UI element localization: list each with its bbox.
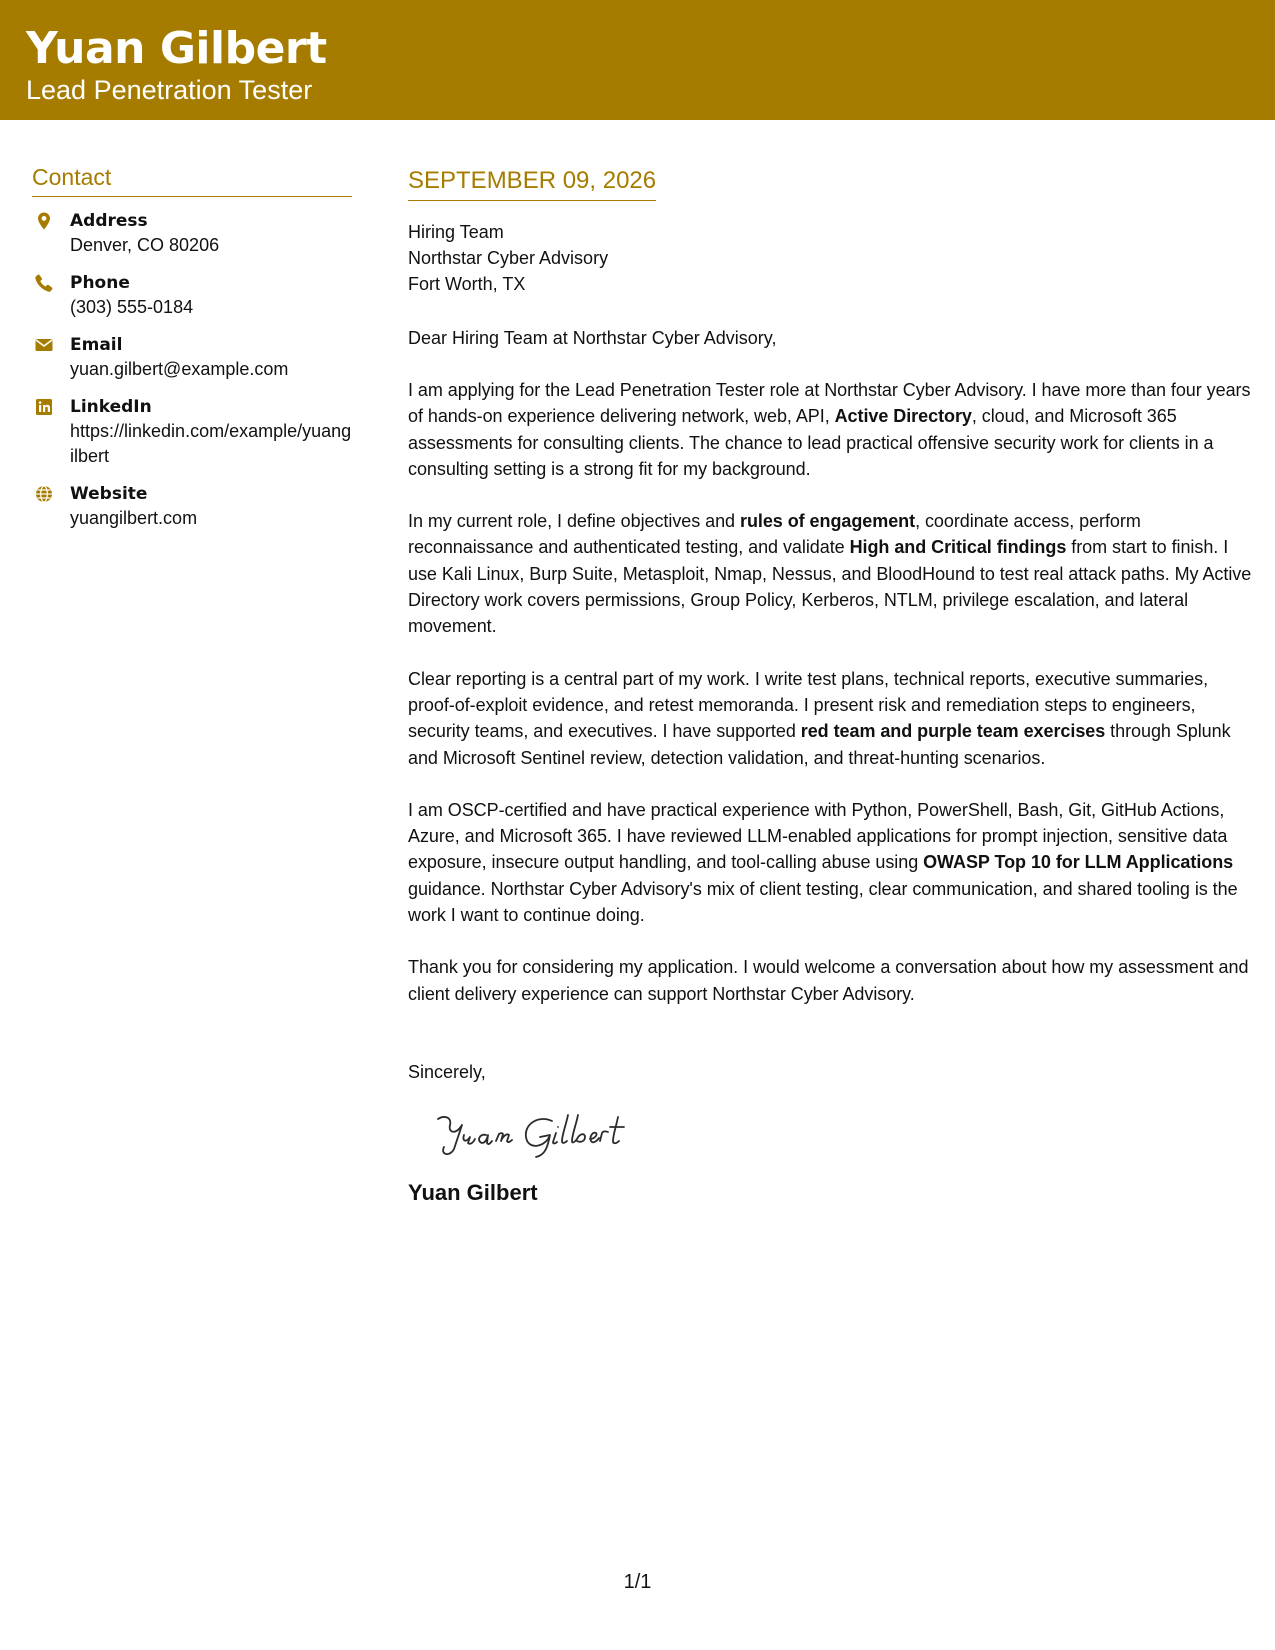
paragraph-emphasis: Active Directory [834, 406, 972, 427]
paragraph-emphasis: OWASP Top 10 for LLM Applications [923, 852, 1234, 873]
letter-date: SEPTEMBER 09, 2026 [408, 164, 656, 201]
body-paragraph [408, 797, 1253, 928]
recipient-line: Northstar Cyber Advisory [408, 248, 609, 268]
paragraph-text: through Splunk and Microsoft Sentinel review, detection validation, and threat-hunting scenarios. [408, 721, 1231, 768]
body-paragraph [408, 377, 1253, 482]
contact-heading: Contact [32, 160, 352, 197]
contact-value: (303) 555-0184 [70, 297, 194, 317]
contact-label: Phone [70, 273, 130, 293]
contact-label: Website [70, 484, 148, 504]
paragraph-text: I am applying for the Lead Penetration Tester role at Northstar Cyber Advisory. I have more than four years of hands-on experience delivering network, web, API, [408, 380, 1251, 427]
paragraph-text: , coordinate access, perform reconnaissance and authenticated testing, and validate [408, 511, 1141, 558]
body-paragraph [408, 666, 1253, 771]
recipient-block [408, 219, 1253, 297]
paragraph-emphasis: High and Critical findings [849, 537, 1067, 558]
recipient-line: Fort Worth, TX [408, 274, 526, 294]
salutation: Dear Hiring Team at Northstar Cyber Advisory, [408, 328, 777, 348]
contact-item-linkedin [32, 395, 352, 469]
contact-value: yuangilbert.com [70, 508, 198, 528]
paragraph-text: I am OSCP-certified and have practical experience with Python, PowerShell, Bash, Git, GitHub Actions, Azure, and Microsoft 365. I have reviewed LLM-enabled applications for prompt injection, sensitive data exposure, insecure output handling, and tool-calling abuse using [408, 799, 1228, 873]
contact-label: LinkedIn [70, 397, 152, 417]
envelope-icon [34, 335, 54, 355]
recipient-line: Hiring Team [408, 222, 504, 242]
globe-icon [34, 484, 54, 504]
body-paragraph [408, 508, 1253, 639]
paragraph-text: guidance. Northstar Cyber Advisory's mix of client testing, clear communication, and shared tooling is the work I want to continue doing. [408, 878, 1238, 926]
contact-label: Email [70, 335, 123, 355]
paragraph-text: from start to finish. I use Kali Linux, Burp Suite, Metasploit, Nmap, Nessus, and BloodHound to test real attack paths. My Active Directory work covers permissions, Group Policy, Kerberos, NTLM, privilege escalation, and lateral movement. [408, 537, 1252, 637]
paragraph-text: , cloud, and Microsoft 365 assessments for consulting clients. The chance to lead practical offensive security work for clients in a consulting setting is a strong fit for my background. [408, 406, 1214, 479]
closing: Sincerely, [408, 1061, 486, 1082]
contact-item-website [32, 482, 352, 531]
header-banner [0, 0, 1275, 120]
paragraph-text: In my current role, I define objectives and [408, 511, 740, 532]
contact-sidebar [32, 160, 352, 544]
letter-body [408, 164, 1253, 1207]
body-paragraph [408, 954, 1253, 1007]
applicant-title: Lead Penetration Tester [26, 75, 313, 105]
handwritten-signature [432, 1109, 652, 1161]
linkedin-icon [34, 397, 54, 417]
page-number: 1/1 [623, 1571, 652, 1593]
map-pin-icon [34, 211, 54, 231]
paragraph-text: Thank you for considering my application. I would welcome a conversation about how my assessment and client delivery experience can support Northstar Cyber Advisory. [408, 957, 1249, 1004]
paragraph-text: Clear reporting is a central part of my work. I write test plans, technical reports, executive summaries, proof-of-exploit evidence, and retest memoranda. I present risk and remediation steps to engineers, security teams, and executives. I have supported [408, 668, 1209, 742]
contact-label: Address [70, 211, 148, 231]
paragraph-emphasis: red team and purple team exercises [800, 721, 1106, 742]
contact-item-address [32, 209, 352, 258]
applicant-name: Yuan Gilbert [26, 23, 327, 74]
phone-icon [34, 273, 54, 293]
contact-value: https://linkedin.com/example/yuangilbert [70, 421, 352, 466]
paragraph-emphasis: rules of engagement [739, 511, 916, 532]
contact-list [32, 209, 352, 531]
contact-item-phone [32, 271, 352, 320]
contact-value: Denver, CO 80206 [70, 235, 220, 255]
printed-name: Yuan Gilbert [408, 1179, 538, 1205]
contact-item-email [32, 333, 352, 382]
contact-value: yuan.gilbert@example.com [70, 359, 289, 379]
